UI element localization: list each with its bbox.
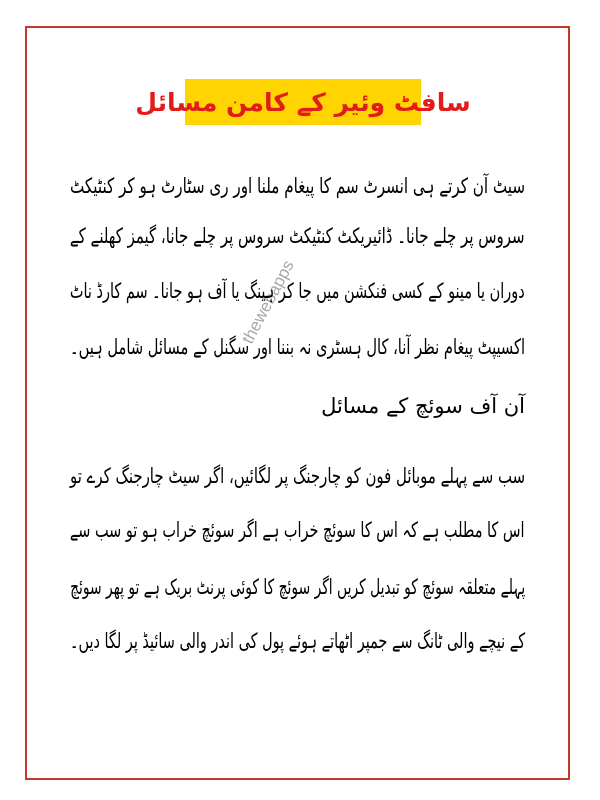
title-banner <box>135 79 471 125</box>
paragraph-2-line-3: پہلے متعلقہ سوئچ کو تبدیل کریں اگر سوئچ کا کوئی پرنٹ بریک ہے تو پھر سوئچ <box>69 575 525 599</box>
paragraph-2-line-1: سب سے پہلے موبائل فون کو چارجنگ پر لگائیں، اگر سیٹ چارجنگ کرے تو <box>69 464 525 488</box>
paragraph-2-line-2: اس کا مطلب ہے کہ اس کا سوئچ خراب ہے اگر سوئچ خراب ہو تو سب سے <box>70 518 525 542</box>
paragraph-1-line-4: اکسیپٹ پیغام نظر آنا، کال ہسٹری نہ بننا اور سگنل کے مسائل شامل ہیں۔ <box>69 335 525 359</box>
paragraph-1-line-2: سروس پر چلے جانا۔ ڈائیریکٹ کنٹیکٹ سروس پر چلے جانا، گیمز کھلنے کے <box>70 224 525 248</box>
paragraph-1-line-3: دوران یا مینو کے کسی فنکشن میں جا کر ہینگ یا آف ہو جانا۔ سم کارڈ ناٹ <box>70 279 525 303</box>
watermark: thewebapps <box>238 257 298 347</box>
paragraph-1-line-1: سیٹ آن کرتے ہی انسرٹ سم کا پیغام ملنا اور ری سٹارٹ ہو کر کنٹیکٹ <box>69 174 525 198</box>
paragraph-2-line-4: کے نیچے والی ٹانگ سے جمپر اٹھاتے ہوئے پول کی اندر والی سائیڈ پر لگا دیں۔ <box>69 629 525 653</box>
page-title: سافٹ وئیر کے کامن مسائل <box>135 87 471 117</box>
section-subheading: آن آف سوئچ کے مسائل <box>321 394 525 418</box>
